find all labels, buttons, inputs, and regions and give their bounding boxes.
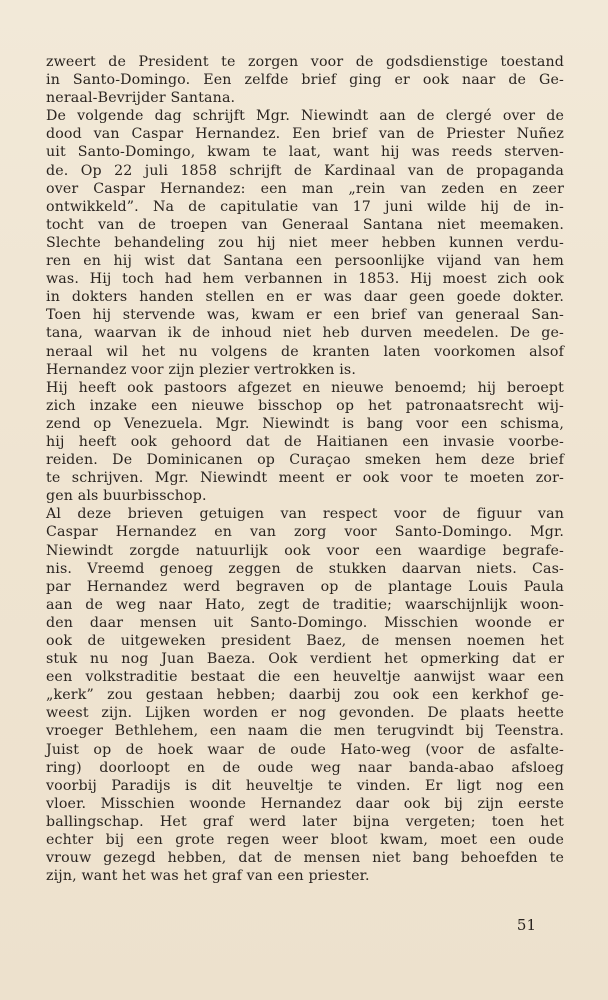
text-line: ook de uitgeweken president Baez, de mensen noemen het: [46, 633, 564, 649]
text-line: in Santo-Domingo. Een zelfde brief ging er ook naar de Ge-: [46, 72, 564, 89]
text-line: Toen hij stervende was, kwam er een brief van generaal San-: [46, 307, 564, 324]
text-line: Niewindt zorgde natuurlijk ook voor een waardige begrafe-: [46, 542, 564, 559]
text-line: zweert de President te zorgen voor de godsdienstige toestand: [46, 54, 564, 70]
text-line: ring) doorloopt en de oude weg naar banda-abao afsloeg: [46, 759, 564, 776]
text-line: gen als buurbisschop.: [46, 488, 207, 505]
text-line: nis. Vreemd genoeg zeggen de stukken daarvan niets. Cas-: [46, 560, 564, 577]
text-line: tana, waarvan ik de inhoud niet heb durven meedelen. De ge-: [46, 325, 564, 342]
text-line: par Hernandez werd begraven op de plantage Louis Paula: [46, 578, 564, 595]
text-line: „kerk” zou gestaan hebben; daarbij zou ook een kerkhof ge-: [46, 687, 564, 704]
text-line: voorbij Paradijs is dit heuveltje te vinden. Er ligt nog een: [46, 777, 564, 794]
text-line: ballingschap. Het graf werd later bijna vergeten; toen het: [46, 813, 564, 830]
text-line: dood van Caspar Hernandez. Een brief van de Priester Nuñez: [46, 126, 564, 143]
text-line: over Caspar Hernandez: een man „rein van zeden en zeer: [46, 180, 564, 197]
text-line: de. Op 22 juli 1858 schrijft de Kardinaal van de propaganda: [46, 162, 564, 179]
text-line: Hij heeft ook pastoors afgezet en nieuwe benoemd; hij beroept: [46, 379, 564, 396]
text-line: weest zijn. Lijken worden er nog gevonden. De plaats heette: [46, 705, 564, 722]
text-line: tocht van de troepen van Generaal Santana niet meemaken.: [46, 216, 564, 233]
text-line: zich inzake een nieuwe bisschop op het patronaatsrecht wij-: [46, 397, 564, 414]
text-line: Slechte behandeling zou hij niet meer hebben kunnen verdu-: [46, 234, 564, 251]
text-line: was. Hij toch had hem verbannen in 1853. Hij moest zich ook: [46, 271, 564, 288]
text-line: reiden. De Dominicanen op Curaçao smeken hem deze brief: [46, 452, 564, 469]
text-line: vloer. Misschien woonde Hernandez daar ook bij zijn eerste: [46, 795, 564, 812]
text-line: in dokters handen stellen en er was daar geen goede dokter.: [46, 289, 564, 306]
text-line: hij heeft ook gehoord dat de Haitianen een invasie voorbe-: [46, 433, 564, 450]
text-line: aan de weg naar Hato, zegt de traditie; waarschijnlijk woon-: [46, 596, 564, 613]
text-line: neraal wil het nu volgens de kranten laten voorkomen alsof: [46, 343, 564, 360]
text-line: den daar mensen uit Santo-Domingo. Misschien woonde er: [46, 614, 564, 631]
text-line: uit Santo-Domingo, kwam te laat, want hij was reeds sterven-: [46, 144, 564, 161]
text-line: neraal-Bevrijder Santana.: [46, 90, 236, 107]
text-line: echter bij een grote regen weer bloot kwam, moet een oude: [46, 832, 564, 849]
text-line: ren en hij wist dat Santana een persoonlijke vijand van hem: [46, 253, 564, 270]
body-text: [46, 53, 564, 885]
text-line: De volgende dag schrijft Mgr. Niewindt aan de clergé over de: [46, 108, 564, 125]
text-line: zend op Venezuela. Mgr. Niewindt is bang voor een schisma,: [46, 415, 564, 432]
text-line: Juist op de hoek waar de oude Hato-weg (voor de asfalte-: [46, 741, 564, 758]
text-line: te schrijven. Mgr. Niewindt meent er ook voor te moeten zor-: [46, 470, 564, 487]
page-number: 51: [516, 916, 536, 934]
text-line: een volkstraditie bestaat die een heuveltje aanwijst waar een: [46, 669, 564, 686]
text-line: vroeger Bethlehem, een naam die men terugvindt bij Teenstra.: [46, 723, 564, 740]
text-line: Hernandez voor zijn plezier vertrokken is.: [46, 361, 356, 378]
text-line: zijn, want het was het graf van een priester.: [46, 868, 370, 885]
text-line: vrouw gezegd hebben, dat de mensen niet bang behoefden te: [46, 850, 564, 867]
text-line: Caspar Hernandez en van zorg voor Santo-Domingo. Mgr.: [46, 524, 564, 541]
text-line: ontwikkeld”. Na de capitulatie van 17 juni wilde hij de in-: [46, 198, 564, 215]
text-line: Al deze brieven getuigen van respect voor de figuur van: [46, 506, 564, 523]
text-line: stuk nu nog Juan Baeza. Ook verdient het opmerking dat er: [46, 651, 564, 668]
